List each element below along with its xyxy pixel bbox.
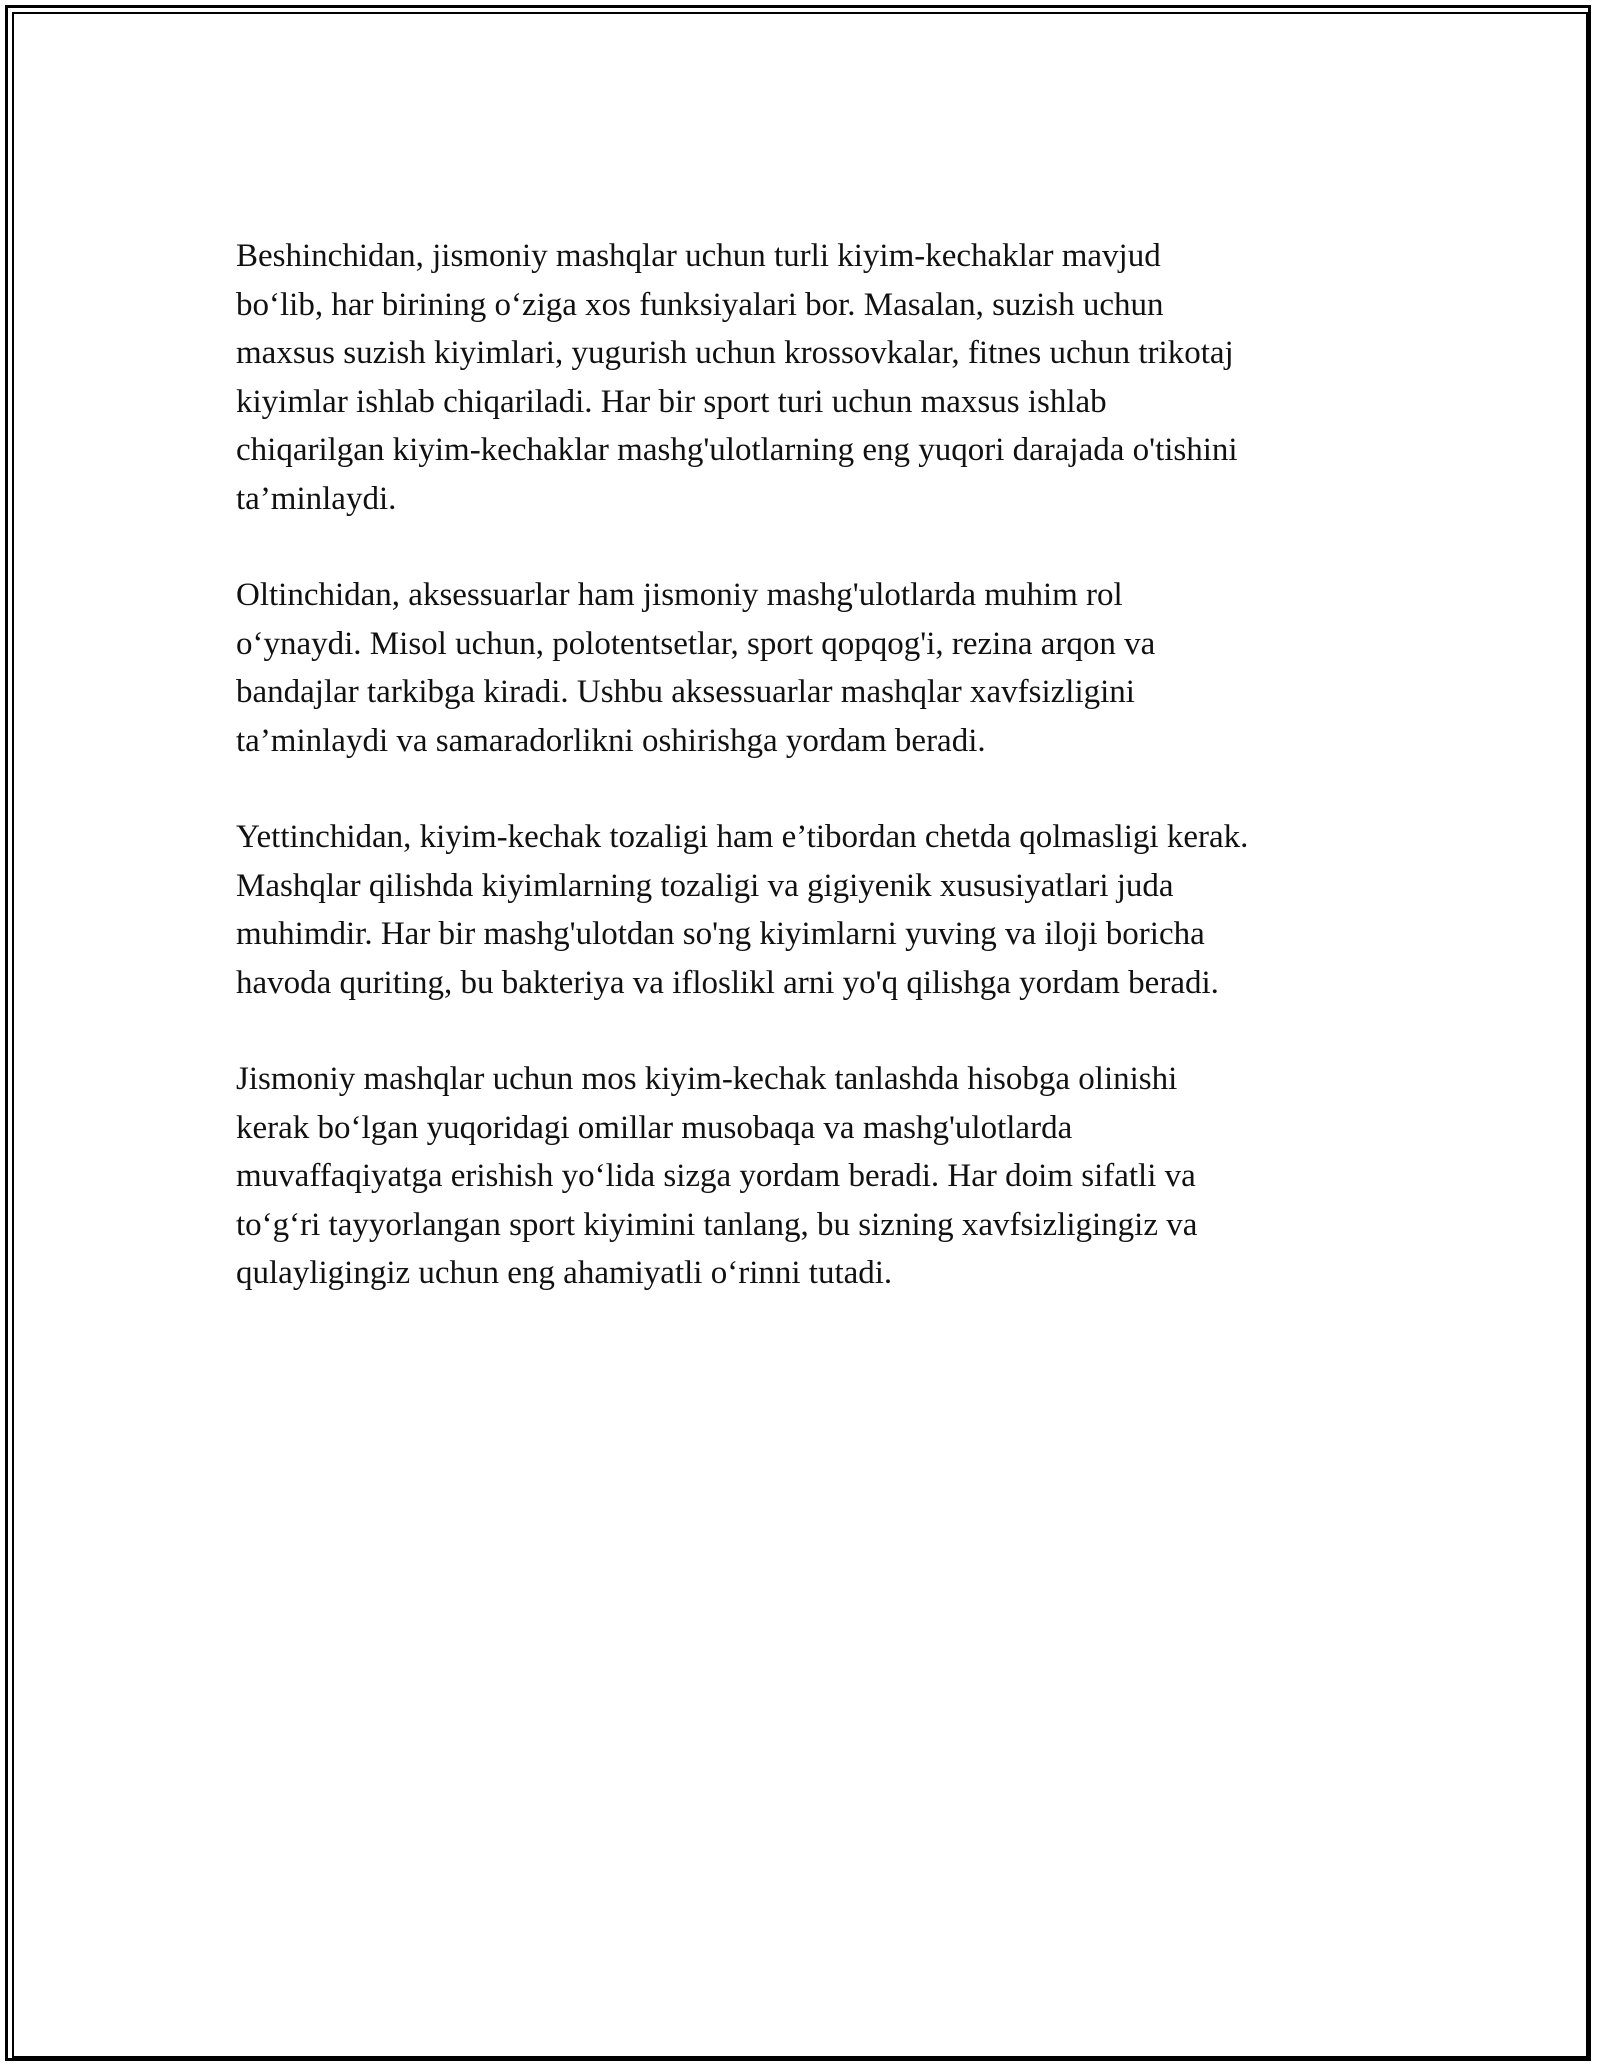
paragraph-line: maxsus suzish kiyimlari, yugurish uchun krossovkalar, fitnes uchun trikotaj xyxy=(236,335,1234,371)
paragraph-line: to‘g‘ri tayyorlangan sport kiyimini tanlang, bu sizning xavfsizligingiz va xyxy=(236,1206,1198,1243)
paragraph-line: Mashqlar qilishda kiyimlarning tozaligi va gigiyenik xususiyatlari juda xyxy=(236,867,1174,904)
paragraph-line: o‘ynaydi. Misol uchun, polotentsetlar, sport qopqog'i, rezina arqon va xyxy=(236,625,1156,662)
paragraph-line: qulayligingiz uchun eng ahamiyatli o‘rinni tutadi. xyxy=(236,1255,893,1291)
paragraph-line: muhimdir. Har bir mashg'ulotdan so'ng kiyimlarni yuving va iloji boricha xyxy=(236,916,1205,952)
paragraph-line: kiyimlar ishlab chiqariladi. Har bir sport turi uchun maxsus ishlab xyxy=(236,383,1107,420)
paragraph-line: kerak bo‘lgan yuqoridagi omillar musobaqa va mashg'ulotlarda xyxy=(236,1109,1073,1146)
paragraph-line: bandajlar tarkibga kiradi. Ushbu aksessuarlar mashqlar xavfsizligini xyxy=(236,674,1135,710)
paragraph-line: Jismoniy mashqlar uchun mos kiyim-kechak tanlashda hisobga olinishi xyxy=(236,1061,1178,1097)
paragraph-4 xyxy=(236,1055,1376,1298)
paragraph-line: chiqarilgan kiyim-kechaklar mashg'ulotlarning eng yuqori darajada o'tishini xyxy=(236,432,1238,468)
paragraph-line: ta’minlaydi. xyxy=(236,480,397,517)
document-body xyxy=(236,232,1376,1346)
paragraph-line: Beshinchidan, jismoniy mashqlar uchun turli kiyim-kechaklar mavjud xyxy=(236,238,1161,274)
paragraph-line: Oltinchidan, aksessuarlar ham jismoniy mashg'ulotlarda muhim rol xyxy=(236,577,1123,613)
paragraph-2 xyxy=(236,571,1376,765)
paragraph-line: bo‘lib, har birining o‘ziga xos funksiyalari bor. Masalan, suzish uchun xyxy=(236,286,1164,323)
paragraph-line: ta’minlaydi va samaradorlikni oshirishga yordam beradi. xyxy=(236,722,986,759)
paragraph-line: muvaffaqiyatga erishish yo‘lida sizga yordam beradi. Har doim sifatli va xyxy=(236,1158,1196,1194)
paragraph-line: Yettinchidan, kiyim-kechak tozaligi ham e’tibordan chetda qolmasligi kerak. xyxy=(236,819,1249,855)
paragraph-line: havoda quriting, bu bakteriya va ifloslikl arni yo'q qilishga yordam beradi. xyxy=(236,964,1219,1001)
paragraph-1 xyxy=(236,232,1376,523)
paragraph-3 xyxy=(236,813,1376,1007)
